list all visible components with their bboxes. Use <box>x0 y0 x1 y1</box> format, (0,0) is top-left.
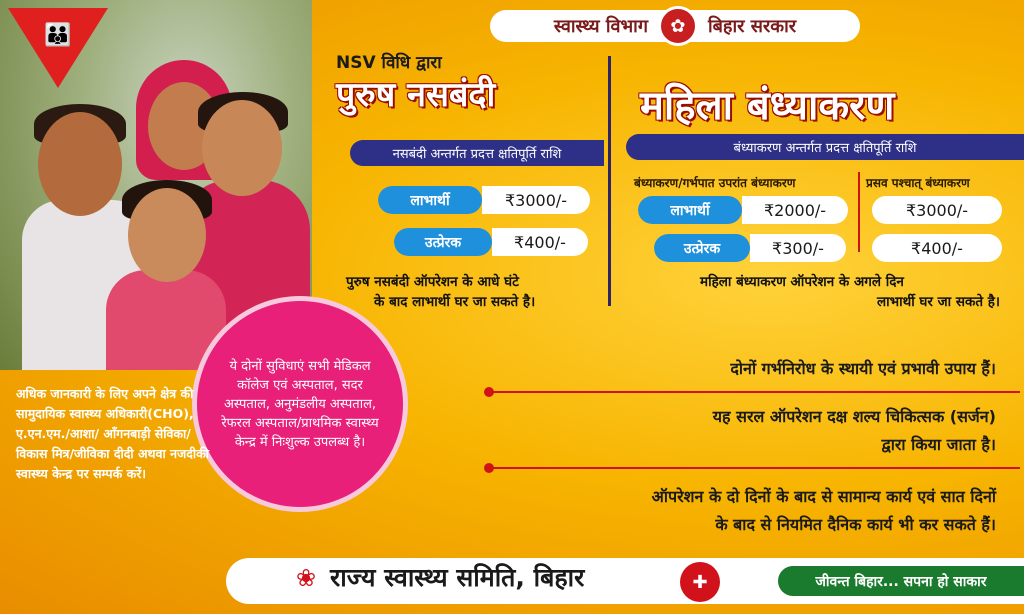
female-note-line1: महिला बंध्याकरण ऑपरेशन के अगले दिन <box>700 274 904 290</box>
male-note <box>346 272 606 312</box>
female-beneficiary-pill <box>638 196 848 224</box>
male-compensation-band: नसबंदी अन्तर्गत प्रदत्त क्षतिपूर्ति राशि <box>350 140 604 166</box>
statement-2: यह सरल ऑपरेशन दक्ष शल्य चिकित्सक (सर्जन) <box>712 407 996 426</box>
free-service-circle: ये दोनों सुविधाएं सभी मेडिकल कॉलेज एवं अस्पताल, सदर अस्पताल, अनुमंडलीय अस्पताल, रेफरल अस्पताल/प्राथमिक स्वास्थ्य केन्द्र में निःशुल्क उपलब्ध है। <box>192 296 408 512</box>
footer-org-name: राज्य स्वास्थ्य समिति, बिहार <box>330 563 585 592</box>
male-beneficiary-pill <box>378 186 590 214</box>
motivator-amount: ₹300/- <box>750 234 846 262</box>
female-note-line2: लाभार्थी घर जा सकते है। <box>876 294 1000 310</box>
beneficiary-label: लाभार्थी <box>638 196 742 224</box>
statement-3: द्वारा किया जाता है। <box>881 435 996 454</box>
statement-4: ऑपरेशन के दो दिनों के बाद से सामान्य कार्य एवं सात दिनों <box>651 487 996 506</box>
footer-tagline: जीवन्त बिहार... सपना हो साकार <box>778 566 1024 596</box>
male-note-line1: पुरुष नसबंदी ऑपरेशन के आधे घंटे <box>346 274 519 290</box>
male-motivator-pill <box>394 228 588 256</box>
female-col1-heading: बंध्याकरण/गर्भपात उपरांत बंध्याकरण <box>634 176 796 190</box>
female-col2-heading: प्रसव पश्चात् बंध्याकरण <box>866 176 970 190</box>
divider-line <box>490 391 1020 393</box>
column-divider <box>858 172 860 252</box>
postpartum-motivator-amount: ₹400/- <box>872 234 1002 262</box>
section-divider <box>608 56 611 306</box>
contact-info-text: अधिक जानकारी के लिए अपने क्षेत्र की सामुदायिक स्वास्थ्य अधिकारी(CHO), ए.एन.एम./आशा/ आँगनबाड़ी सेविका/ विकास मित्र/जीविका दीदी अथवा नजदीकी स्वास्थ्य केन्द्र पर सम्पर्क करें। <box>16 386 209 481</box>
family-logo-icon: 👪 <box>44 23 72 48</box>
statement-1: दोनों गर्भनिरोध के स्थायी एवं प्रभावी उपाय हैं। <box>730 359 996 378</box>
nsv-method-label: NSV विधि द्वारा <box>336 53 442 73</box>
dept-left-text: स्वास्थ्य विभाग <box>553 16 648 37</box>
beneficiary-amount: ₹3000/- <box>482 186 590 214</box>
statement-5: के बाद से नियमित दैनिक कार्य भी कर सकते हैं। <box>715 515 996 534</box>
divider-line <box>490 467 1020 469</box>
department-header <box>490 10 860 42</box>
bihar-emblem-icon: ✿ <box>658 6 698 46</box>
female-sterilization-title: महिला बंध्याकरण <box>640 83 895 129</box>
motivator-label: उत्प्रेरक <box>394 228 492 256</box>
female-compensation-band: बंध्याकरण अन्तर्गत प्रदत्त क्षतिपूर्ति राशि <box>626 134 1024 160</box>
postpartum-beneficiary-amount: ₹3000/- <box>872 196 1002 224</box>
dept-right-text: बिहार सरकार <box>707 16 797 37</box>
male-sterilization-title: पुरुष नसबंदी <box>336 75 496 115</box>
female-note <box>700 272 1000 312</box>
nhm-logo-icon: ✚ <box>680 562 720 602</box>
motivator-amount: ₹400/- <box>492 228 588 256</box>
motivator-label: उत्प्रेरक <box>654 234 750 262</box>
bihar-emblem-icon: ❀ <box>296 564 317 592</box>
male-note-line2: के बाद लाभार्थी घर जा सकते है। <box>374 294 536 310</box>
beneficiary-label: लाभार्थी <box>378 186 482 214</box>
beneficiary-amount: ₹2000/- <box>742 196 848 224</box>
female-motivator-pill <box>654 234 846 262</box>
